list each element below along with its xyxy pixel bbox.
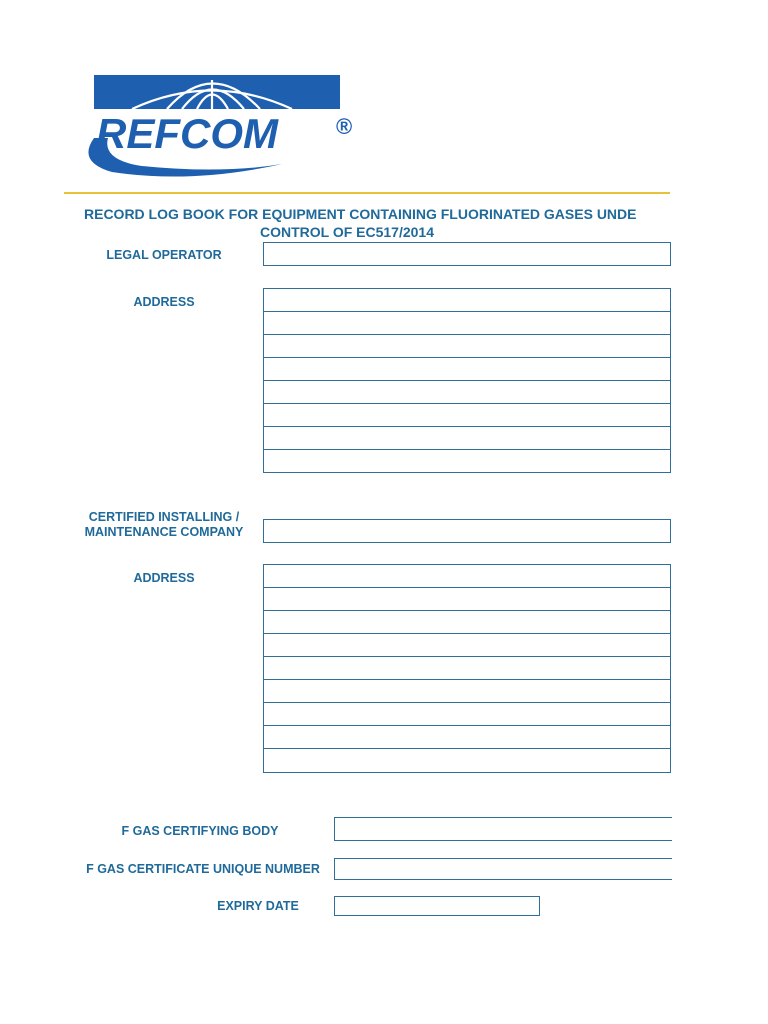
- certifying-body-field[interactable]: [334, 817, 672, 841]
- address-line-field[interactable]: [264, 657, 670, 680]
- title-line-2: CONTROL OF EC517/2014: [259, 224, 435, 240]
- company-label: [74, 510, 254, 540]
- company-address-fields: [263, 564, 671, 773]
- address-line-field[interactable]: [264, 726, 670, 749]
- address-line-field[interactable]: [264, 611, 670, 634]
- address-line-field[interactable]: [264, 450, 670, 473]
- address-line-field[interactable]: [264, 335, 670, 358]
- logo-wordmark: REFCOM: [96, 110, 278, 157]
- header-divider: [64, 192, 670, 194]
- operator-address-fields: [263, 288, 671, 473]
- refcom-logo: [72, 72, 362, 182]
- company-label-line-2: MAINTENANCE COMPANY: [84, 525, 244, 539]
- address-line-field[interactable]: [264, 588, 670, 611]
- page-title: [84, 205, 670, 245]
- address-line-field[interactable]: [264, 404, 670, 427]
- certificate-number-field[interactable]: [334, 858, 672, 880]
- address-line-field[interactable]: [264, 358, 670, 381]
- title-line-1: RECORD LOG BOOK FOR EQUIPMENT CONTAINING FLUORINATED GASES UNDE: [84, 206, 637, 222]
- registered-mark: ®: [336, 114, 353, 139]
- address-line-field[interactable]: [264, 565, 670, 588]
- address-line-field[interactable]: [264, 749, 670, 772]
- legal-operator-field[interactable]: [263, 242, 671, 266]
- address-line-field[interactable]: [264, 289, 670, 312]
- company-label-line-1: CERTIFIED INSTALLING /: [88, 510, 240, 524]
- certificate-number-label: F GAS CERTIFICATE UNIQUE NUMBER: [86, 862, 320, 876]
- address-line-field[interactable]: [264, 634, 670, 657]
- expiry-date-field[interactable]: [334, 896, 540, 916]
- certifying-body-label: F GAS CERTIFYING BODY: [121, 824, 279, 838]
- expiry-date-label: EXPIRY DATE: [217, 899, 299, 913]
- company-address-label: ADDRESS: [133, 571, 195, 585]
- address-line-field[interactable]: [264, 381, 670, 404]
- address-line-field[interactable]: [264, 703, 670, 726]
- address-line-field[interactable]: [264, 312, 670, 335]
- address-line-field[interactable]: [264, 680, 670, 703]
- operator-address-label: ADDRESS: [133, 295, 195, 309]
- address-line-field[interactable]: [264, 427, 670, 450]
- company-field[interactable]: [263, 519, 671, 543]
- legal-operator-label: LEGAL OPERATOR: [106, 248, 222, 262]
